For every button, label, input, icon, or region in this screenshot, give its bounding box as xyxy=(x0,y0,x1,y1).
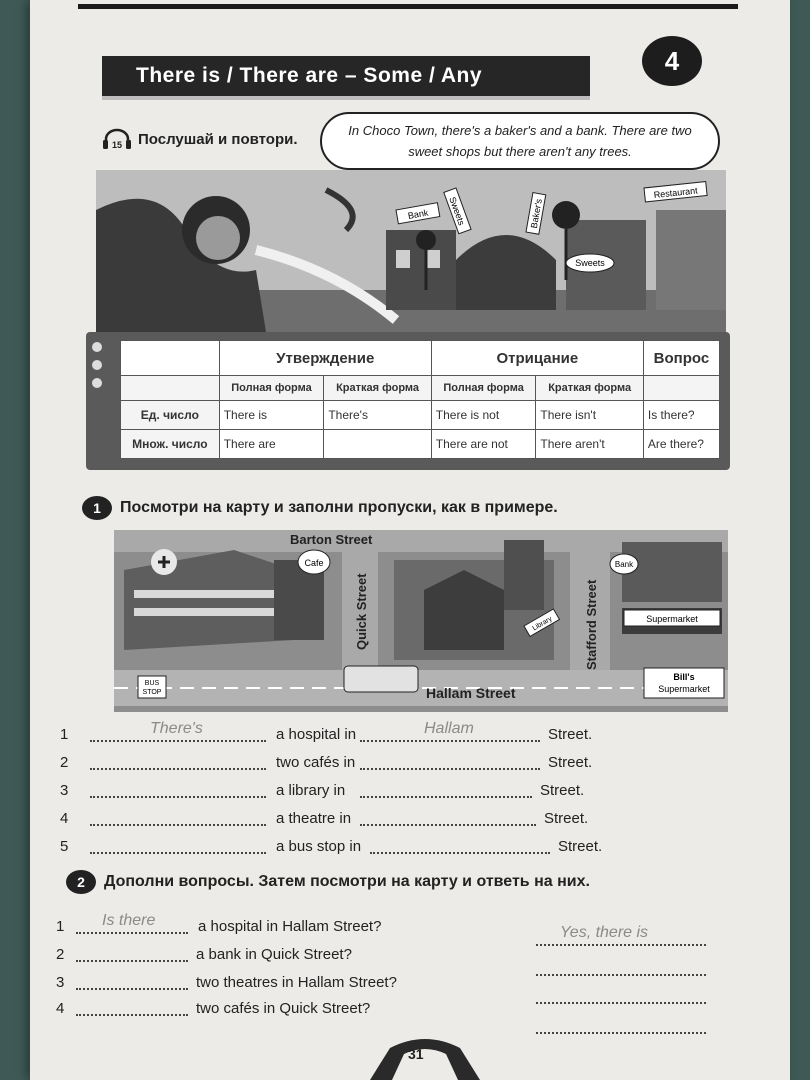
sign-bank: Bank xyxy=(407,207,430,221)
table-cell: There's xyxy=(324,401,431,430)
answer-blank[interactable] xyxy=(90,810,266,826)
header-negative: Отрицание xyxy=(431,341,643,376)
answer-blank[interactable] xyxy=(76,946,188,962)
workbook-page xyxy=(30,0,790,1080)
map-label-bills-2: Supermarket xyxy=(658,684,710,694)
street-blank[interactable] xyxy=(360,810,536,826)
answer-blank[interactable] xyxy=(76,1000,188,1016)
sign-restaurant: Restaurant xyxy=(653,185,699,200)
answer-blank[interactable] xyxy=(90,754,266,770)
exercise-1-item-2: 2 two cafés in Street. xyxy=(60,754,593,771)
town-map xyxy=(114,530,728,712)
subheader-short-1: Краткая форма xyxy=(324,376,431,401)
exercise-2-item-3: 3 two theatres in Hallam Street? xyxy=(56,974,716,994)
table-cell: There are xyxy=(219,430,324,459)
handwritten-answer: There's xyxy=(150,720,203,737)
top-rule xyxy=(78,4,738,9)
exercise-2-item-1: 1 Is there a hospital in Hallam Street? Yes, there is xyxy=(56,918,716,938)
choco-town-illustration xyxy=(96,170,726,332)
exercise-1-item-5: 5 a bus stop in Street. xyxy=(60,838,603,855)
street-blank[interactable] xyxy=(370,838,550,854)
grammar-table xyxy=(120,340,720,459)
sign-sweets-2: Sweets xyxy=(575,258,605,268)
header-affirmative: Утверждение xyxy=(219,341,431,376)
table-cell: Are there? xyxy=(643,430,719,459)
speech-line-2: sweet shops but there aren't any trees. xyxy=(408,144,632,159)
map-label-cafe: Cafe xyxy=(304,558,324,568)
exercise-2-instruction: Дополни вопросы. Затем посмотри на карту и ответь на них. xyxy=(104,873,590,890)
subheader-short-2: Краткая форма xyxy=(536,376,643,401)
handwritten-reply: Yes, there is xyxy=(560,924,649,941)
map-label-bus: BUS xyxy=(144,680,160,687)
exercise-2-item-2: 2 a bank in Quick Street? xyxy=(56,946,716,966)
street-blank[interactable] xyxy=(360,782,532,798)
map-label-bank: Bank xyxy=(614,560,634,569)
speech-bubble xyxy=(320,112,720,170)
subheader-full-2: Полная форма xyxy=(431,376,536,401)
map-label-stafford-street: Stafford Street xyxy=(584,579,599,670)
map-label-bills-1: Bill's xyxy=(673,672,695,682)
map-label-barton-street: Barton Street xyxy=(290,532,373,547)
table-cell: Is there? xyxy=(643,401,719,430)
exercise-1-item-1: 1 There's a hospital in Hallam Street. xyxy=(60,720,593,743)
page-title: There is / There are – Some / Any xyxy=(102,56,590,100)
map-label-library: Library xyxy=(531,615,554,633)
table-row xyxy=(121,401,720,430)
exercise-1-number: 1 xyxy=(82,496,112,520)
exercise-2-number: 2 xyxy=(66,870,96,894)
headphones-icon xyxy=(102,128,132,150)
subheader-full-1: Полная форма xyxy=(219,376,324,401)
reply-blank[interactable] xyxy=(536,1018,706,1034)
answer-blank[interactable] xyxy=(90,838,266,854)
exercise-2-item-4: 4 two cafés in Quick Street? xyxy=(56,1000,716,1020)
map-label-supermarket: Supermarket xyxy=(646,614,698,624)
page-number-tab xyxy=(370,1034,480,1080)
header-question: Вопрос xyxy=(643,341,719,376)
table-cell: There aren't xyxy=(536,430,643,459)
row-label-plural: Множ. число xyxy=(121,430,220,459)
grammar-table-card xyxy=(86,332,730,470)
speech-line-1: In Choco Town, there's a baker's and a bank. There are two xyxy=(348,123,692,138)
unit-badge: 4 xyxy=(642,36,702,86)
exercise-1-instruction: Посмотри на карту и заполни пропуски, как в примере. xyxy=(120,499,558,516)
handwritten-street: Hallam xyxy=(424,720,474,737)
exercise-1-item-4: 4 a theatre in Street. xyxy=(60,810,589,827)
table-row xyxy=(121,430,720,459)
table-cell: There isn't xyxy=(536,401,643,430)
listen-heading xyxy=(102,128,298,150)
sign-bakers: Baker's xyxy=(528,198,544,230)
map-label-quick-street: Quick Street xyxy=(354,573,369,650)
map-label-stop: STOP xyxy=(142,689,162,696)
sign-sweets-1: Sweets xyxy=(447,195,467,227)
handwritten-answer: Is there xyxy=(102,912,156,929)
track-number: 15 xyxy=(111,140,123,150)
listen-instruction: Послушай и повтори. xyxy=(138,130,298,148)
exercise-2-heading xyxy=(66,870,590,894)
answer-blank[interactable] xyxy=(76,974,188,990)
street-blank[interactable] xyxy=(360,754,540,770)
row-label-singular: Ед. число xyxy=(121,401,220,430)
table-cell xyxy=(324,430,431,459)
exercise-1-item-3: 3 a library in Street. xyxy=(60,782,585,799)
table-cell: There are not xyxy=(431,430,536,459)
table-cell: There is xyxy=(219,401,324,430)
page-number: 31 xyxy=(408,1046,424,1062)
table-cell: There is not xyxy=(431,401,536,430)
map-label-hallam-street: Hallam Street xyxy=(426,685,516,701)
table-dots xyxy=(92,342,106,396)
exercise-1-heading xyxy=(82,496,558,520)
answer-blank[interactable] xyxy=(90,782,266,798)
